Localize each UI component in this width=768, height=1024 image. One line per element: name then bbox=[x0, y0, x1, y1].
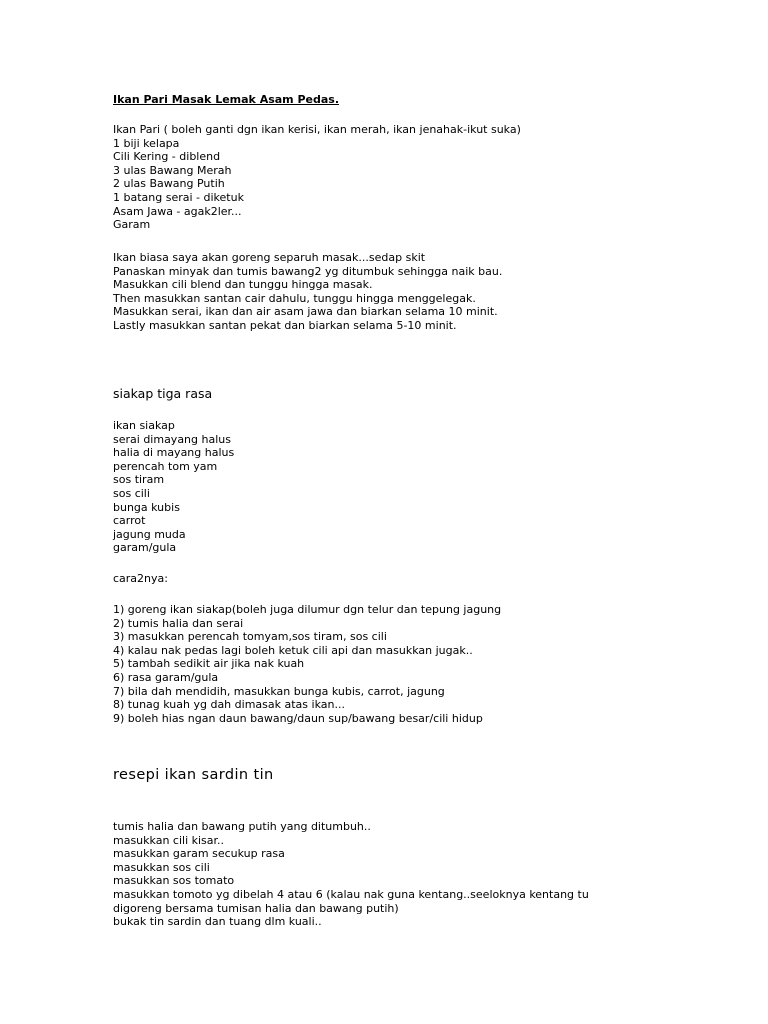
step-line: masukkan cili kisar.. bbox=[113, 833, 225, 847]
recipe3-title: resepi ikan sardin tin bbox=[113, 767, 274, 783]
ingredient-line: Garam bbox=[113, 218, 151, 232]
step-line: Lastly masukkan santan pekat dan biarkan selama 5-10 minit. bbox=[113, 318, 457, 332]
step-line: masukkan sos cili bbox=[113, 860, 210, 874]
step-line: masukkan tomoto yg dibelah 4 atau 6 (kalau nak guna kentang..seeloknya kentang tu bbox=[113, 887, 589, 901]
recipe2-ingredients bbox=[113, 419, 234, 555]
ingredient-line: carrot bbox=[113, 514, 146, 528]
step-line: 9) boleh hias ngan daun bawang/daun sup/bawang besar/cili hidup bbox=[113, 711, 483, 725]
recipe2-method-label-wrap bbox=[113, 572, 168, 586]
step-line: 6) rasa garam/gula bbox=[113, 670, 219, 684]
step-line: 2) tumis halia dan serai bbox=[113, 616, 244, 630]
step-line: 1) goreng ikan siakap(boleh juga dilumur dgn telur dan tepung jagung bbox=[113, 603, 502, 616]
step-line: tumis halia dan bawang putih yang ditumbuh.. bbox=[113, 820, 371, 833]
step-line: 8) tunag kuah yg dah dimasak atas ikan... bbox=[113, 698, 345, 712]
ingredient-line: halia di mayang halus bbox=[113, 446, 235, 460]
step-line: Masukkan serai, ikan dan air asam jawa dan biarkan selama 10 minit. bbox=[113, 305, 498, 319]
recipe1-title: Ikan Pari Masak Lemak Asam Pedas. bbox=[113, 93, 340, 106]
step-line: Then masukkan santan cair dahulu, tunggu hingga menggelegak. bbox=[113, 291, 476, 305]
ingredient-line: Asam Jawa - agak2ler... bbox=[113, 204, 242, 218]
ingredient-line: ikan siakap bbox=[113, 419, 175, 432]
recipe1-steps bbox=[113, 251, 502, 333]
step-line: digoreng bersama tumisan halia dan bawang putih) bbox=[113, 901, 399, 915]
step-line: Ikan biasa saya akan goreng separuh masak...sedap skit bbox=[113, 251, 426, 264]
ingredient-line: Ikan Pari ( boleh ganti dgn ikan kerisi, ikan merah, ikan jenahak-ikut suka) bbox=[113, 123, 521, 136]
step-line: 3) masukkan perencah tomyam,sos tiram, sos cili bbox=[113, 630, 387, 644]
step-line: Panaskan minyak dan tumis bawang2 yg ditumbuk sehingga naik bau. bbox=[113, 264, 503, 278]
step-line: bukak tin sardin dan tuang dlm kuali.. bbox=[113, 915, 322, 929]
step-line: 4) kalau nak pedas lagi boleh ketuk cili api dan masukkan jugak.. bbox=[113, 643, 473, 657]
step-line: Masukkan cili blend dan tunggu hingga masak. bbox=[113, 278, 373, 292]
ingredient-line: serai dimayang halus bbox=[113, 432, 231, 446]
ingredient-line: 1 batang serai - diketuk bbox=[113, 190, 244, 204]
ingredient-line: 3 ulas Bawang Merah bbox=[113, 163, 232, 177]
ingredient-line: 2 ulas Bawang Putih bbox=[113, 177, 225, 191]
method-label: cara2nya: bbox=[113, 572, 168, 585]
ingredient-line: bunga kubis bbox=[113, 500, 180, 514]
recipe2-title: siakap tiga rasa bbox=[113, 386, 213, 401]
ingredient-line: Cili Kering - diblend bbox=[113, 150, 221, 164]
step-line: 5) tambah sedikit air jika nak kuah bbox=[113, 657, 305, 671]
ingredient-line: jagung muda bbox=[113, 527, 186, 541]
ingredient-line: sos tiram bbox=[113, 473, 165, 487]
step-line: masukkan garam secukup rasa bbox=[113, 847, 285, 861]
ingredient-line: 1 biji kelapa bbox=[113, 136, 180, 150]
ingredient-line: garam/gula bbox=[113, 541, 177, 555]
ingredient-line: perencah tom yam bbox=[113, 459, 218, 473]
step-line: masukkan sos tomato bbox=[113, 874, 235, 888]
ingredient-line: sos cili bbox=[113, 486, 150, 500]
recipe1-ingredients bbox=[113, 123, 521, 232]
recipe2-steps bbox=[113, 603, 501, 725]
step-line: 7) bila dah mendidih, masukkan bunga kubis, carrot, jagung bbox=[113, 684, 445, 698]
recipe3-steps bbox=[113, 820, 589, 929]
